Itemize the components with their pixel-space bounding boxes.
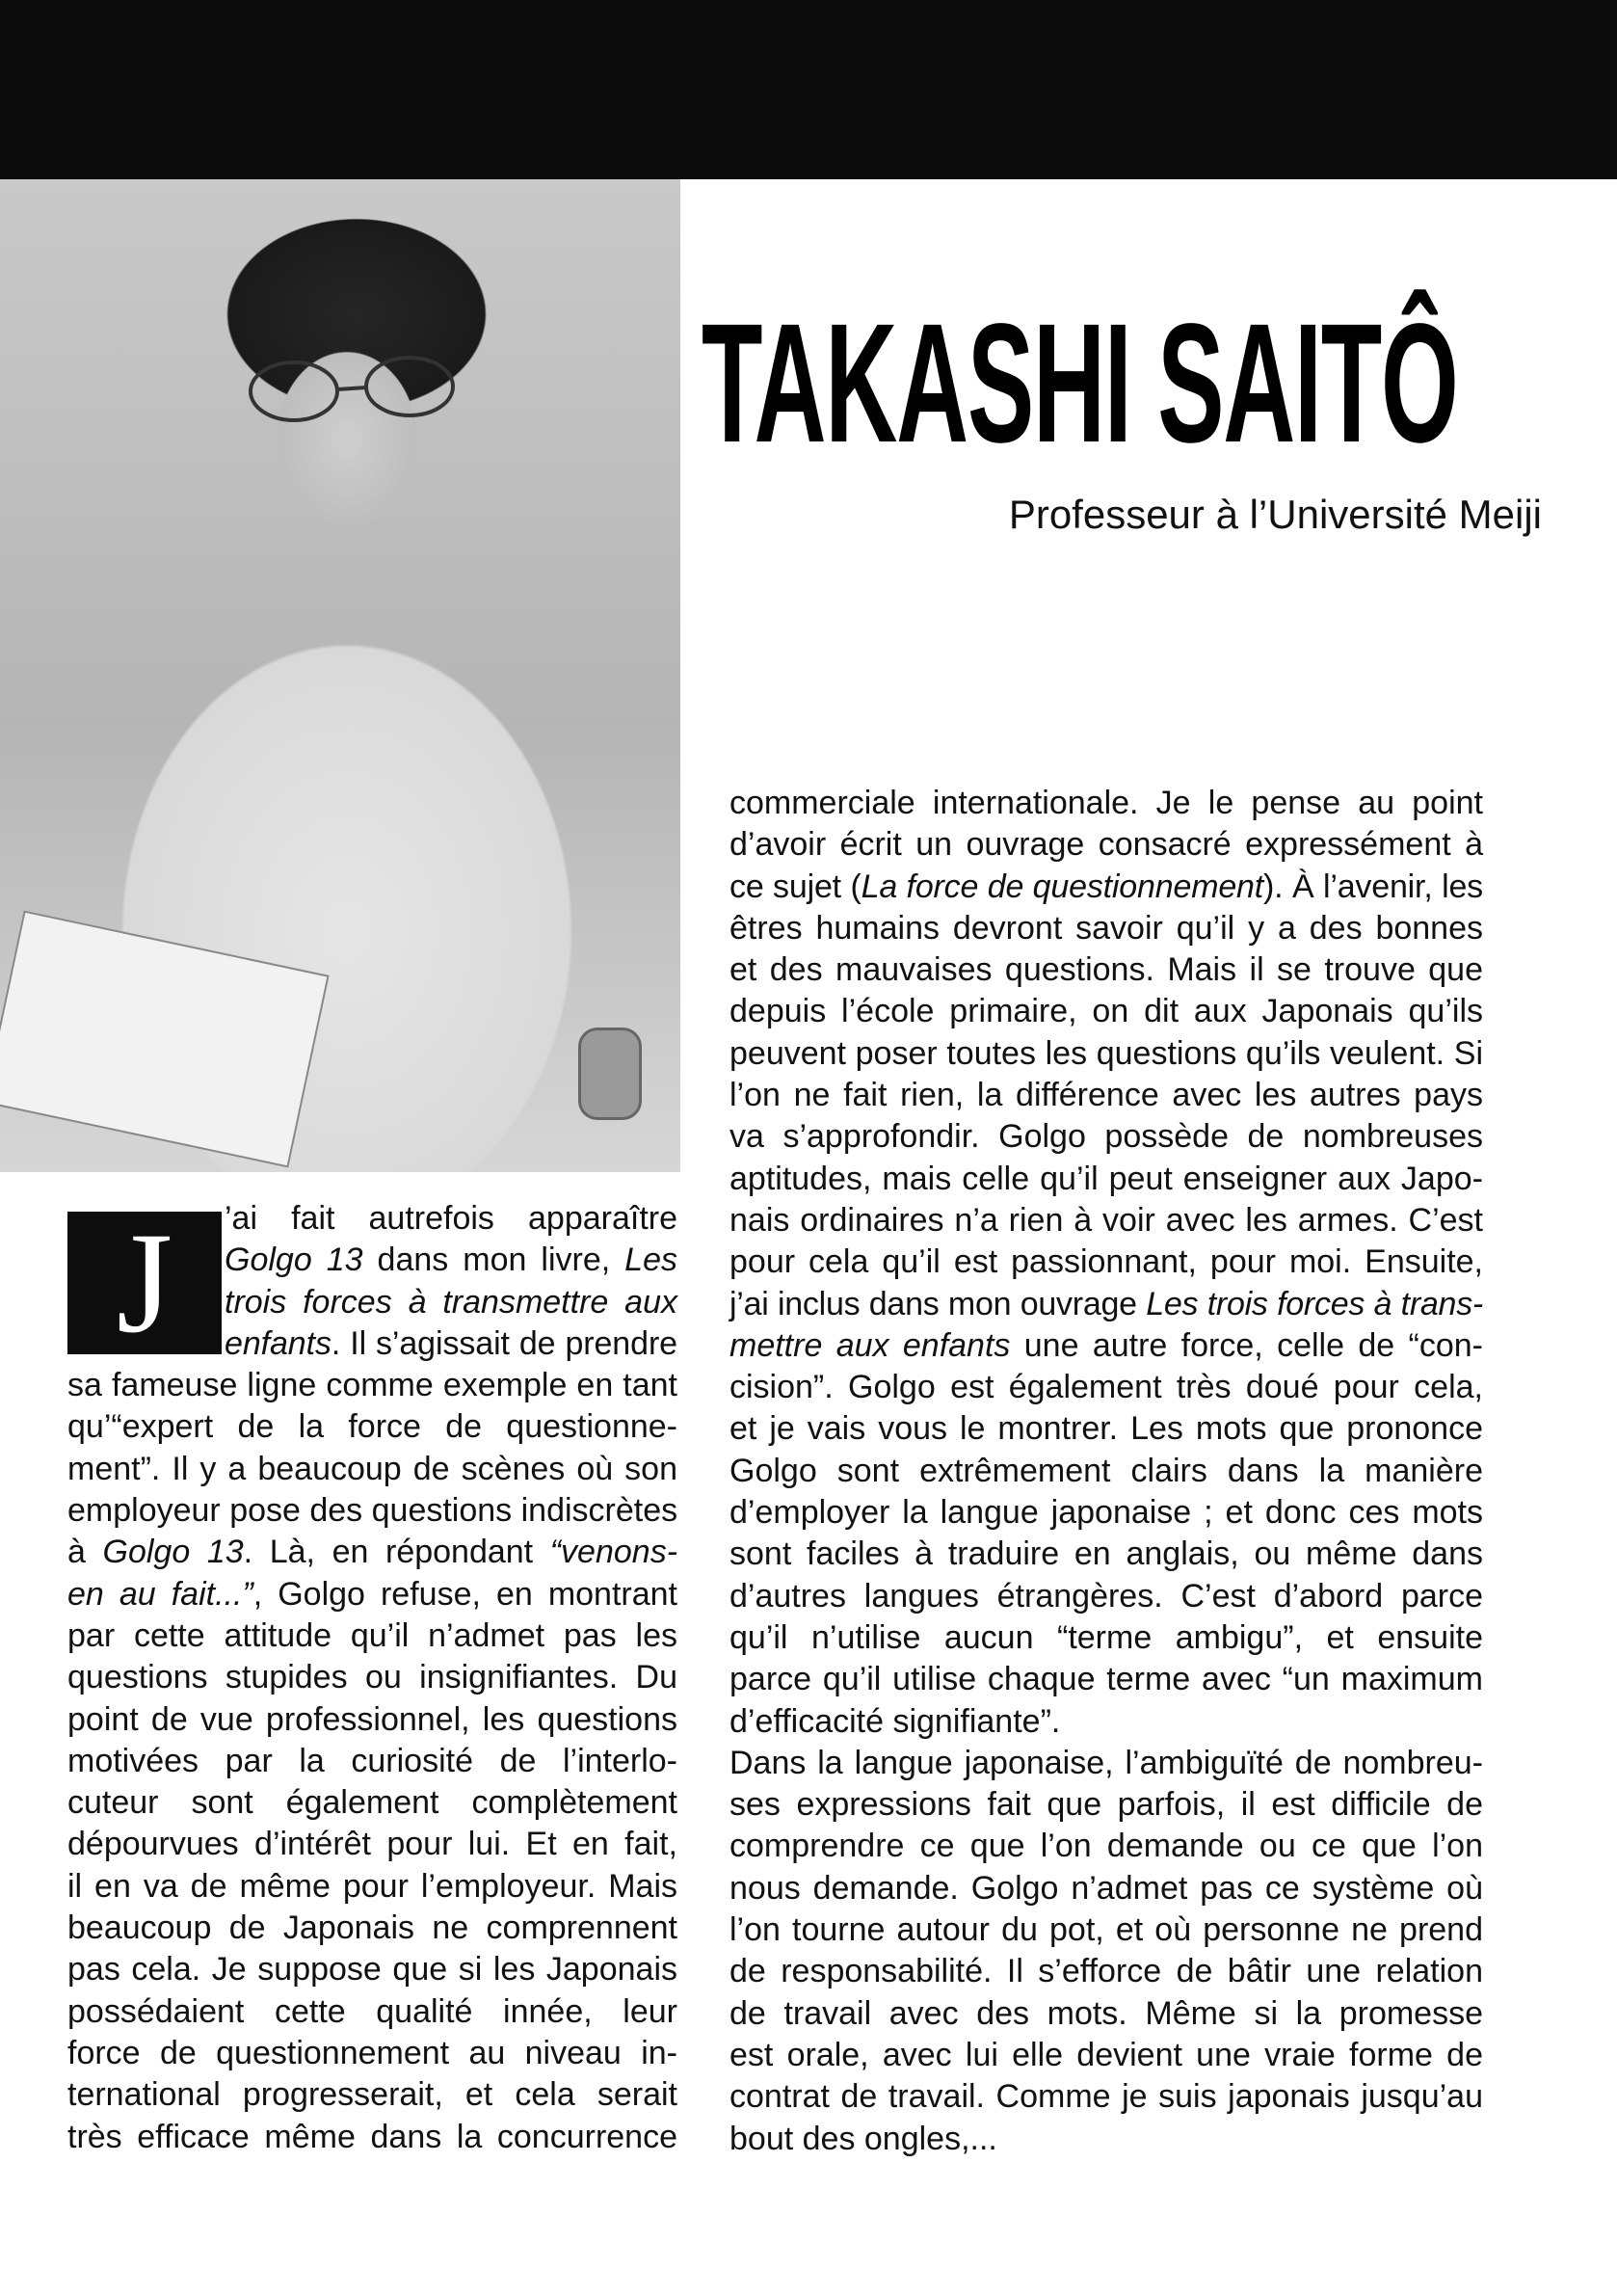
text-segment: l’on tourne autour du pot, et où personne ne prend bbox=[729, 1911, 1483, 1949]
text-line bbox=[729, 783, 1483, 824]
text-segment: ’ai fait autrefois apparaître bbox=[225, 1200, 677, 1237]
text-line bbox=[67, 1782, 677, 1824]
text-segment: questions stupides ou insignifiantes. Du bbox=[67, 1659, 677, 1696]
text-line bbox=[729, 1993, 1483, 2035]
text-segment: . Là, en répondant bbox=[243, 1534, 550, 1571]
text-line bbox=[67, 1574, 677, 1615]
text-line bbox=[729, 2119, 1483, 2160]
text-segment: . Il s’agissait de prendre bbox=[331, 1324, 677, 1362]
text-segment: ses expressions fait que parfois, il est difficile de bbox=[729, 1786, 1483, 1824]
text-line bbox=[67, 1532, 677, 1573]
text-segment: depuis l’école primaire, on dit aux Japonais qu’ils bbox=[729, 993, 1483, 1030]
text-segment: point de vue professionnel, les questions bbox=[67, 1700, 677, 1738]
italic-text: Les bbox=[624, 1241, 677, 1279]
text-segment: d’efficacité signifiante”. bbox=[729, 1702, 1061, 1740]
text-segment: employeur pose des questions indiscrètes bbox=[67, 1492, 678, 1530]
text-segment: par cette attitude qu’il n’admet pas les bbox=[67, 1616, 677, 1654]
italic-text: Golgo 13 bbox=[102, 1534, 244, 1571]
text-line bbox=[67, 1824, 677, 1865]
text-segment: sa fameuse ligne comme exemple en tant bbox=[67, 1367, 677, 1404]
text-segment: ). À l’avenir, les bbox=[1263, 868, 1483, 905]
italic-text: trois forces à transmettre aux bbox=[225, 1283, 677, 1321]
text-line bbox=[729, 1408, 1483, 1450]
text-segment: commerciale internationale. Je le pense au point bbox=[729, 785, 1483, 821]
italic-text: Golgo 13 bbox=[225, 1241, 363, 1279]
text-segment: force de questionnement au niveau in- bbox=[67, 2034, 677, 2071]
text-segment: très efficace même dans la concurrence bbox=[67, 2118, 677, 2155]
portrait-photo bbox=[0, 179, 680, 1172]
text-segment: possédaient cette qualité innée, leur bbox=[67, 1992, 677, 2030]
text-segment: contrat de travail. Comme je suis japonais jusqu’au bbox=[729, 2078, 1483, 2116]
text-line bbox=[729, 2076, 1483, 2118]
text-segment: il en va de même pour l’employeur. Mais bbox=[67, 1867, 677, 1905]
text-segment: Golgo sont extrêmement clairs dans la manière bbox=[729, 1452, 1483, 1489]
text-line bbox=[729, 908, 1483, 949]
wristwatch bbox=[578, 1028, 642, 1120]
text-line bbox=[729, 991, 1483, 1032]
italic-text: en au fait...” bbox=[67, 1575, 253, 1613]
text-segment: sont faciles à traduire en anglais, ou même dans bbox=[729, 1535, 1483, 1573]
text-segment: pas cela. Je suppose que si les Japonais bbox=[67, 1951, 677, 1989]
text-line bbox=[729, 1617, 1483, 1659]
text-segment: à bbox=[67, 1534, 103, 1571]
text-line bbox=[729, 1451, 1483, 1492]
italic-text: “venons- bbox=[549, 1534, 678, 1571]
text-segment: , Golgo refuse, en montrant bbox=[252, 1575, 677, 1613]
text-line bbox=[729, 1284, 1483, 1325]
text-segment: parce qu’il utilise chaque terme avec “un maximum bbox=[729, 1661, 1483, 1698]
text-line bbox=[67, 1657, 677, 1698]
text-segment: de travail avec des mots. Même si la promesse bbox=[729, 1994, 1483, 2032]
text-segment: nais ordinaires n’a rien à voir avec les armes. C’est bbox=[729, 1201, 1483, 1239]
top-black-band bbox=[0, 0, 1617, 179]
text-line bbox=[729, 1576, 1483, 1617]
text-line bbox=[729, 1534, 1483, 1575]
text-line bbox=[729, 867, 1483, 908]
text-segment: d’autres langues étrangères. C’est d’abord parce bbox=[729, 1577, 1483, 1615]
text-segment: et des mauvaises questions. Mais il se trouve que bbox=[729, 951, 1483, 989]
right-column bbox=[729, 783, 1483, 2160]
left-column bbox=[67, 1198, 677, 2158]
text-segment: j’ai inclus dans mon ouvrage bbox=[729, 1285, 1147, 1322]
text-segment: cuteur sont également complètement bbox=[67, 1784, 677, 1822]
text-line bbox=[729, 824, 1483, 866]
text-line bbox=[67, 2117, 677, 2158]
text-segment: va s’approfondir. Golgo possède de nombreuses bbox=[729, 1118, 1483, 1156]
text-line bbox=[729, 1743, 1483, 1784]
text-line bbox=[729, 1325, 1483, 1367]
italic-text: mettre aux enfants bbox=[729, 1326, 1011, 1364]
glasses-icon bbox=[241, 353, 482, 430]
text-line bbox=[729, 1951, 1483, 1992]
text-line bbox=[729, 949, 1483, 991]
text-segment: aptitudes, mais celle qu’il peut enseigner aux Japo- bbox=[729, 1160, 1483, 1197]
text-segment: Dans la langue japonaise, l’ambiguïté de nombreu- bbox=[729, 1744, 1483, 1781]
text-segment: bout des ongles,... bbox=[729, 2120, 997, 2157]
text-line bbox=[729, 1200, 1483, 1241]
text-segment: qu’il n’utilise aucun “terme ambigu”, et ensuite bbox=[729, 1618, 1483, 1656]
text-segment: est orale, avec lui elle devient une vraie forme de bbox=[729, 2036, 1483, 2073]
text-segment: de responsabilité. Il s’efforce de bâtir une relation bbox=[729, 1953, 1483, 1990]
text-line bbox=[729, 1367, 1483, 1408]
text-line bbox=[67, 1449, 677, 1490]
text-segment: qu’“expert de la force de questionne- bbox=[67, 1408, 677, 1446]
text-line bbox=[67, 1866, 677, 1908]
italic-text: Les trois forces à trans- bbox=[1146, 1285, 1483, 1322]
text-segment: motivées par la curiosité de l’interlo- bbox=[67, 1742, 677, 1779]
text-line bbox=[67, 1490, 677, 1532]
text-segment: êtres humains devront savoir qu’il y a des bonnes bbox=[729, 909, 1483, 947]
text-line bbox=[225, 1240, 677, 1281]
text-segment: comprendre ce que l’on demande ou ce que l’on bbox=[729, 1828, 1483, 1865]
text-segment: ment”. Il y a beaucoup de scènes où son bbox=[67, 1450, 677, 1487]
text-line bbox=[67, 1699, 677, 1741]
text-line bbox=[67, 1365, 677, 1406]
text-line bbox=[729, 1492, 1483, 1534]
text-line bbox=[67, 1949, 677, 1990]
text-segment: dépourvues d’intérêt pour lui. Et en fait, bbox=[67, 1826, 677, 1863]
text-line bbox=[67, 2033, 677, 2074]
text-line bbox=[729, 1784, 1483, 1826]
text-line bbox=[729, 1033, 1483, 1075]
italic-text: enfants bbox=[225, 1324, 331, 1362]
text-segment: l’on ne fait rien, la différence avec les autres pays bbox=[729, 1077, 1483, 1114]
text-line bbox=[225, 1323, 677, 1365]
text-segment: pour cela qu’il est passionnant, pour moi. Ensuite, bbox=[729, 1243, 1483, 1281]
text-segment: nous demande. Golgo n’admet pas ce système où bbox=[729, 1869, 1483, 1907]
text-line bbox=[729, 1659, 1483, 1700]
text-line bbox=[67, 1406, 677, 1448]
subtitle: Professeur à l’Université Meiji bbox=[1008, 492, 1542, 537]
text-segment: dans mon livre, bbox=[362, 1241, 625, 1279]
text-line bbox=[729, 1116, 1483, 1158]
text-line bbox=[225, 1282, 677, 1323]
text-segment: ce sujet ( bbox=[729, 868, 862, 905]
text-line bbox=[729, 1826, 1483, 1867]
text-line bbox=[729, 1241, 1483, 1283]
text-line bbox=[67, 1615, 677, 1657]
text-segment: d’employer la langue japonaise ; et donc ces mots bbox=[729, 1494, 1483, 1532]
text-segment: cision”. Golgo est également très doué pour cela, bbox=[729, 1369, 1483, 1406]
text-line bbox=[67, 2074, 677, 2116]
text-line bbox=[225, 1198, 677, 1240]
text-segment: ternational progresserait, et cela serait bbox=[67, 2076, 677, 2114]
manga-book bbox=[0, 911, 330, 1168]
text-segment: d’avoir écrit un ouvrage consacré expressément à bbox=[729, 826, 1483, 864]
text-line bbox=[729, 1159, 1483, 1200]
text-line bbox=[67, 1991, 677, 2033]
text-segment: peuvent poser toutes les questions qu’ils veulent. Si bbox=[729, 1034, 1483, 1072]
drop-cap: J bbox=[67, 1212, 222, 1354]
text-segment: beaucoup de Japonais ne comprennent bbox=[67, 1909, 677, 1947]
text-line bbox=[729, 1701, 1483, 1743]
text-line bbox=[729, 2035, 1483, 2076]
text-segment: et je vais vous le montrer. Les mots que prononce bbox=[729, 1410, 1483, 1448]
text-segment: une autre force, celle de “con- bbox=[1010, 1326, 1483, 1364]
page-title: TAKASHI SAITÔ bbox=[702, 289, 1458, 478]
text-line bbox=[67, 1908, 677, 1949]
text-line bbox=[729, 1075, 1483, 1116]
text-line bbox=[729, 1868, 1483, 1909]
italic-text: La force de questionnement bbox=[861, 868, 1264, 905]
text-line bbox=[729, 1909, 1483, 1951]
text-line bbox=[67, 1741, 677, 1782]
